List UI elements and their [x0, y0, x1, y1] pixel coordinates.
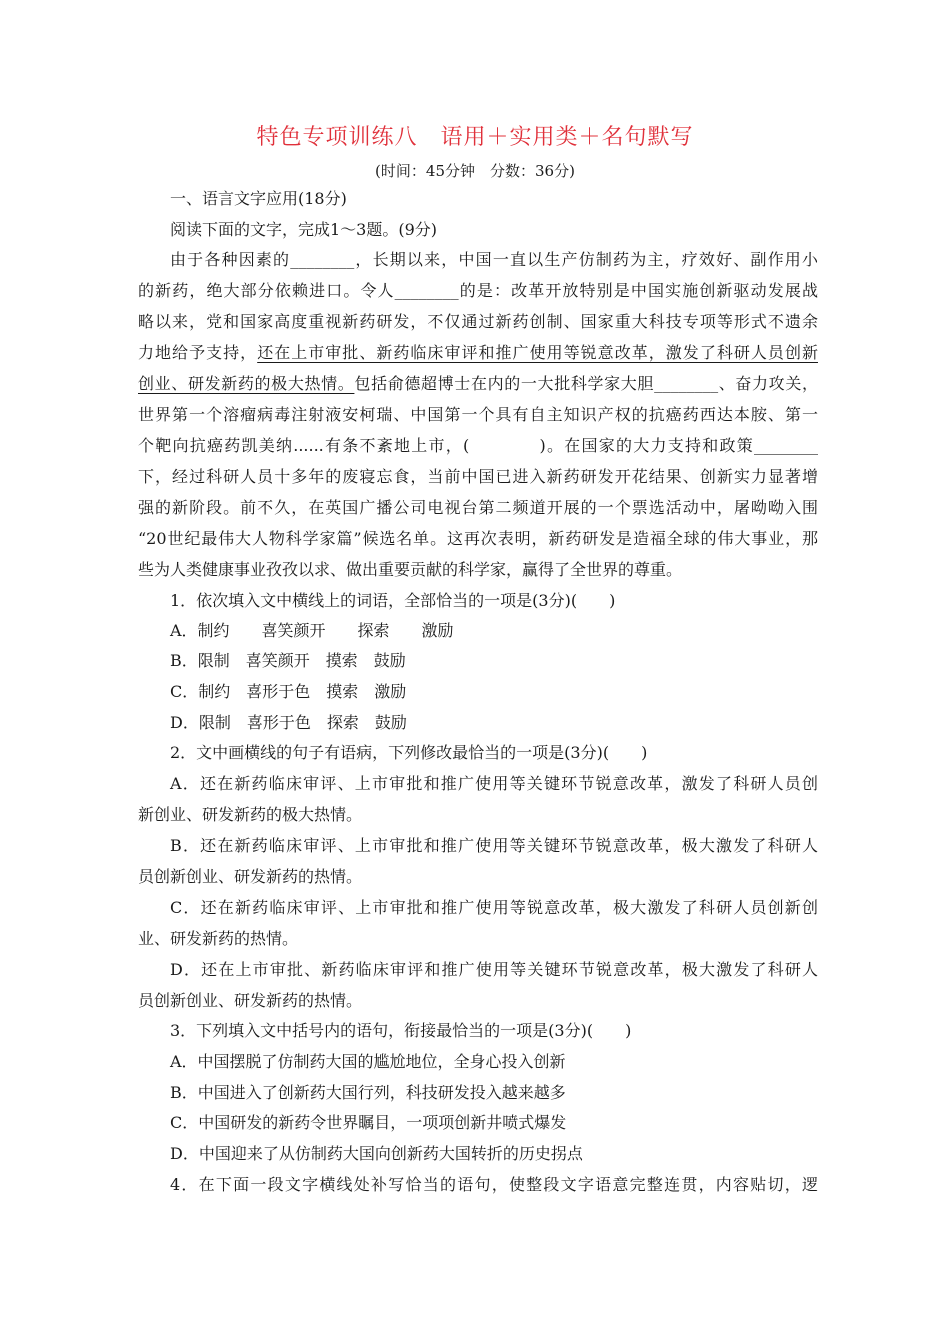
passage-line: 个靶向抗癌药凯美纳......有条不紊地上市，( )。在国家的大力支持和政策________: [138, 436, 818, 455]
question-2-stem: 2．文中画横线的句子有语病，下列修改最恰当的一项是(3分)( ): [170, 743, 648, 762]
passage-text: 力地给予支持，: [138, 343, 258, 362]
page-subtitle: (时间：45分钟 分数：36分): [375, 162, 575, 180]
passage-line: [138, 342, 818, 364]
question-3-option-a: A．中国摆脱了仿制药大国的尴尬地位，全身心投入创新: [170, 1052, 566, 1071]
question-4-stem: 4．在下面一段文字横线处补写恰当的语句，使整段文字语意完整连贯，内容贴切，逻: [170, 1175, 818, 1194]
question-1-option-d: D．限制 喜形于色 探索 鼓励: [170, 713, 407, 732]
question-2-option-d-cont: 员创新创业、研发新药的热情。: [138, 991, 363, 1010]
question-3-option-c: C．中国研发的新药令世界瞩目，一项项创新井喷式爆发: [170, 1113, 567, 1132]
question-1-option-a: A．制约 喜笑颜开 探索 激励: [170, 621, 454, 640]
question-2-option-c: C．还在新药临床审评、上市审批和推广使用等锐意改革，极大激发了科研人员创新创: [170, 898, 818, 917]
passage-line: 强的新阶段。前不久，在英国广播公司电视台第二频道开展的一个票选活动中，屠呦呦入围: [138, 498, 818, 517]
question-2-option-d: D．还在上市审批、新药临床审评和推广使用等关键环节锐意改革，极大激发了科研人: [170, 960, 818, 979]
question-2-option-a: A．还在新药临床审评、上市审批和推广使用等关键环节锐意改革，激发了科研人员创: [170, 774, 818, 793]
question-2-option-b: B．还在新药临床审评、上市审批和推广使用等关键环节锐意改革，极大激发了科研人: [170, 836, 818, 855]
question-1-stem: 1．依次填入文中横线上的词语，全部恰当的一项是(3分)( ): [170, 591, 616, 610]
question-2-option-b-cont: 员创新创业、研发新药的热情。: [138, 867, 363, 886]
passage-line: 些为人类健康事业孜孜以求、做出重要贡献的科学家，赢得了全世界的尊重。: [138, 560, 683, 579]
passage-line: [138, 373, 818, 395]
page-title: 特色专项训练八 语用＋实用类＋名句默写: [256, 125, 694, 150]
passage-line: 的新药，绝大部分依赖进口。令人________的是：改革开放特别是中国实施创新驱动发展战: [138, 281, 818, 300]
passage-line: “20世纪最伟大人物科学家篇”候选名单。这再次表明，新药研发是造福全球的伟大事业，那: [138, 529, 818, 548]
underlined-sentence: 创业、研发新药的极大热情。: [138, 374, 355, 393]
passage-line: 略以来，党和国家高度重视新药研发，不仅通过新药创制、国家重大科技专项等形式不遗余: [138, 312, 818, 331]
passage-line: 由于各种因素的________，长期以来，中国一直以生产仿制药为主，疗效好、副作用小: [170, 250, 818, 269]
reading-instruction: 阅读下面的文字，完成1～3题。(9分): [170, 220, 438, 239]
question-1-option-b: B．限制 喜笑颜开 摸索 鼓励: [170, 651, 406, 670]
question-3-stem: 3．下列填入文中括号内的语句，衔接最恰当的一项是(3分)( ): [170, 1021, 632, 1040]
question-2-option-a-cont: 新创业、研发新药的极大热情。: [138, 805, 363, 824]
question-3-option-b: B．中国进入了创新药大国行列，科技研发投入越来越多: [170, 1083, 566, 1102]
section-heading: 一、语言文字应用(18分): [170, 189, 347, 208]
question-2-option-c-cont: 业、研发新药的热情。: [138, 929, 299, 948]
passage-text: 包括俞德超博士在内的一大批科学家大胆________、奋力攻关，: [354, 374, 818, 393]
passage-line: 下，经过科研人员十多年的废寝忘食，当前中国已进入新药研发开花结果、创新实力显著增: [138, 467, 818, 486]
passage-line: 世界第一个溶瘤病毒注射液安柯瑞、中国第一个具有自主知识产权的抗癌药西达本胺、第一: [138, 405, 818, 424]
underlined-sentence: 还在上市审批、新药临床审评和推广使用等锐意改革，激发了科研人员创新: [257, 343, 818, 362]
question-3-option-d: D．中国迎来了从仿制药大国向创新药大国转折的历史拐点: [170, 1144, 583, 1163]
question-1-option-c: C．制约 喜形于色 摸索 激励: [170, 682, 407, 701]
